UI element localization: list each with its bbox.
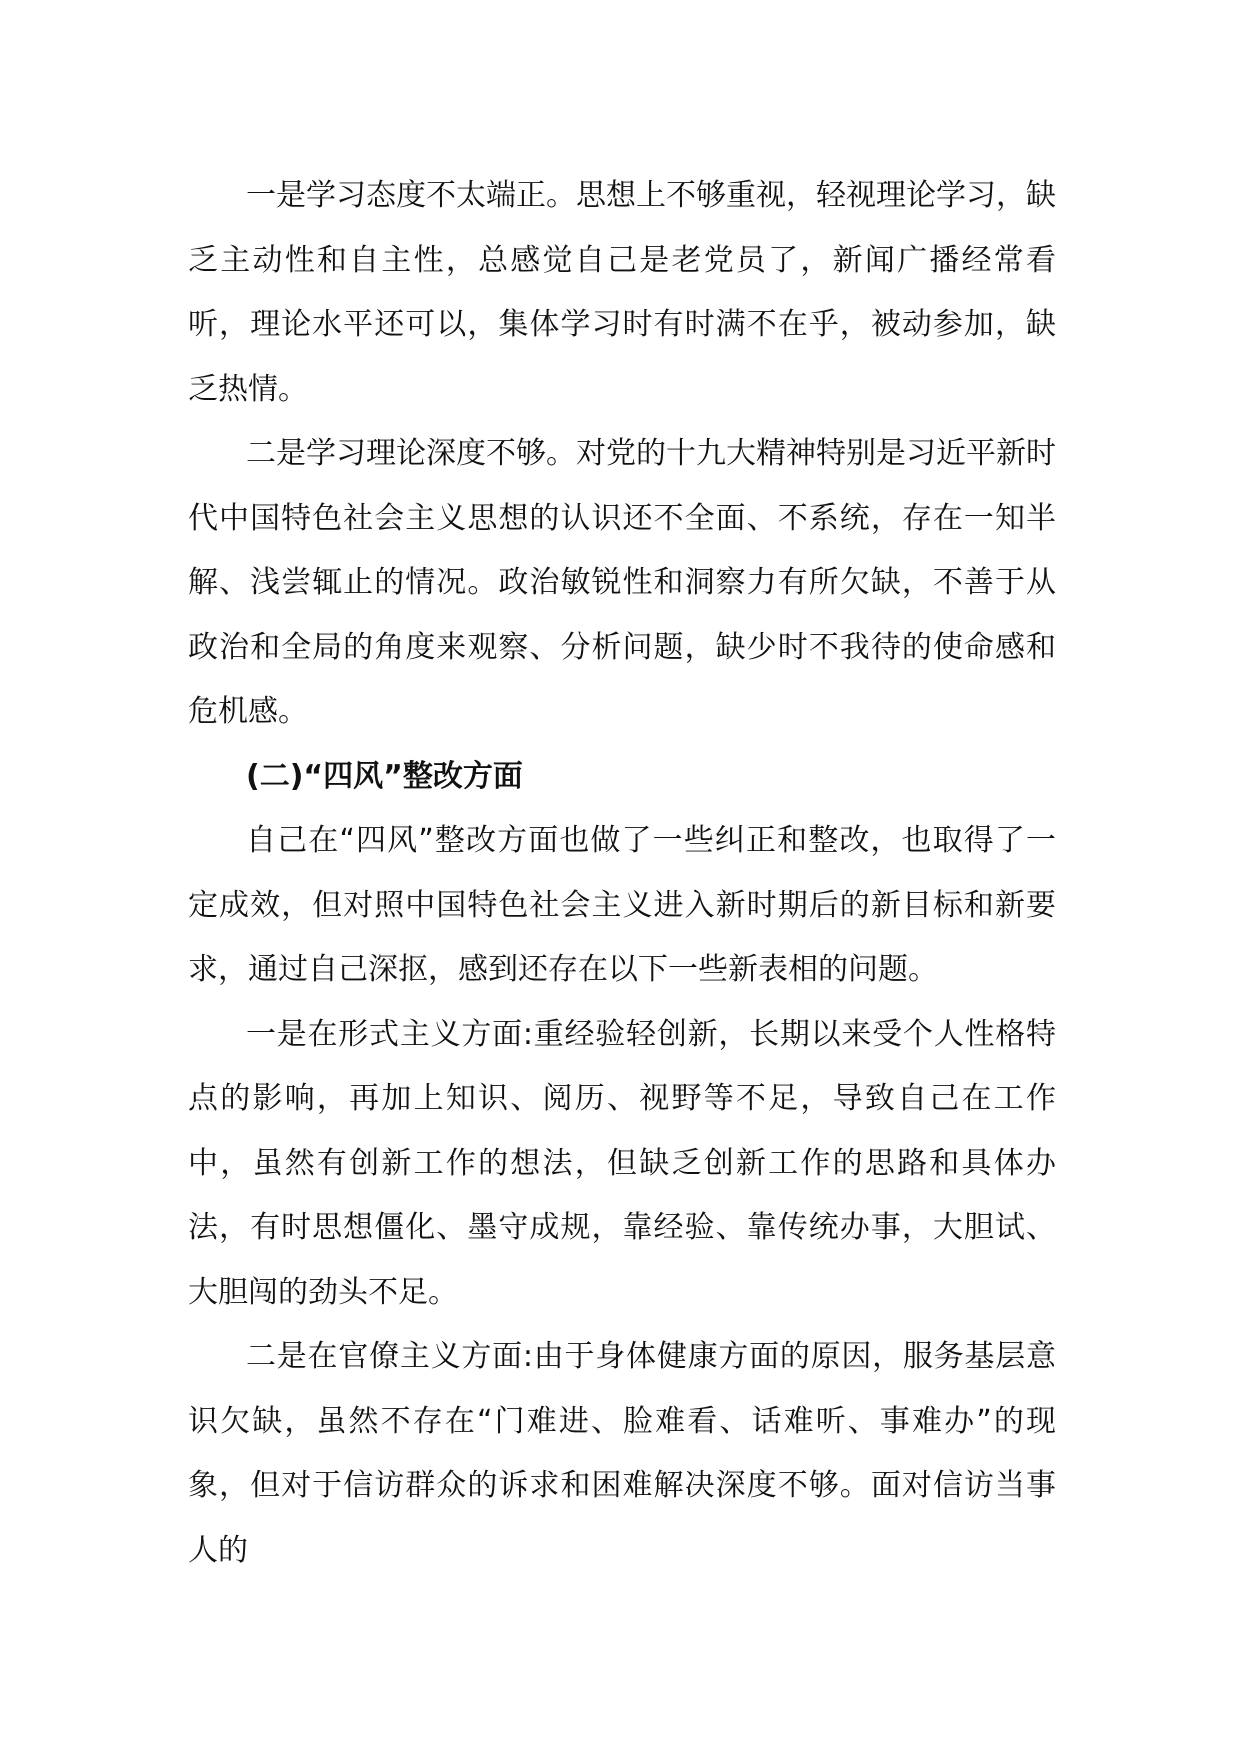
paragraph-bureaucratism: 二是在官僚主义方面:由于身体健康方面的原因，服务基层意识欠缺，虽然不存在“门难进、脸难看、话难听、事难办”的现象，但对于信访群众的诉求和困难解决深度不够。面对信访当事人的 [188,1339,1056,1568]
paragraph-study-attitude: 一是学习态度不太端正。思想上不够重视，轻视理论学习，缺乏主动性和自主性，总感觉自己是老党员了，新闻广播经常看听，理论水平还可以，集体学习时有时满不在乎，被动参加，缺乏热情。 [188,178,1056,407]
section-heading-four-winds: (二)“四风”整改方面 [246,758,523,794]
paragraph-formalism: 一是在形式主义方面:重经验轻创新，长期以来受个人性格特点的影响，再加上知识、阅历、视野等不足，导致自己在工作中，虽然有创新工作的想法，但缺乏创新工作的思路和具体办法，有时思想僵化、墨守成规，靠经验、靠传统办事，大胆试、大胆闯的劲头不足。 [188,1016,1056,1310]
document-body [188,164,1056,1583]
paragraph-four-winds-rectification: 自己在“四风”整改方面也做了一些纠正和整改，也取得了一定成效，但对照中国特色社会主义进入新时期后的新目标和新要求，通过自己深抠，感到还存在以下一些新表相的问题。 [188,823,1056,987]
paragraph-theory-depth: 二是学习理论深度不够。对党的十九大精神特别是习近平新时代中国特色社会主义思想的认识还不全面、不系统，存在一知半解、浅尝辄止的情况。政治敏锐性和洞察力有所欠缺，不善于从政治和全局的角度来观察、分析问题，缺少时不我待的使命感和危机感。 [188,436,1056,729]
